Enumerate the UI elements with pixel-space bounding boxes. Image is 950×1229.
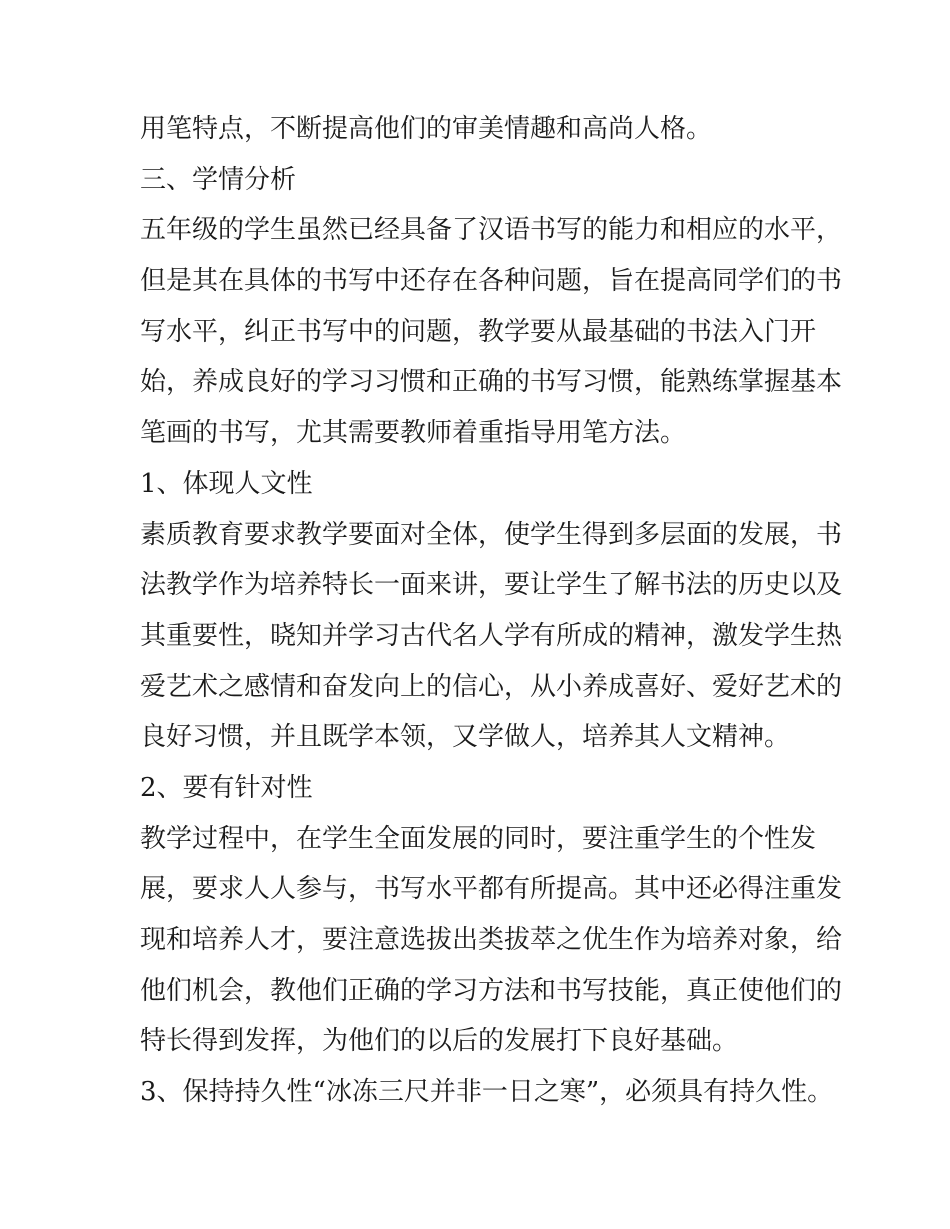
- text-line: 用笔特点，不断提高他们的审美情趣和高尚人格。: [140, 114, 713, 144]
- text-line: 教学过程中，在学生全面发展的同时，要注重学生的个性发: [140, 823, 817, 854]
- text-line: 展，要求人人参与，书写水平都有所提高。其中还必得注重发: [140, 874, 843, 905]
- text-line: 其重要性，晓知并学习古代名人学有所成的精神，激发学生热: [140, 620, 843, 651]
- subsection-heading: 3、保持持久性“冰冻三尺并非一日之寒”，必须具有持久性。: [140, 1077, 834, 1108]
- text-line: 法教学作为培养特长一面来讲，要让学生了解书法的历史以及: [140, 570, 843, 601]
- text-line: 他们机会，教他们正确的学习方法和书写技能，真正使他们的: [140, 975, 843, 1006]
- text-line: 素质教育要求教学要面对全体，使学生得到多层面的发展，书: [140, 519, 843, 550]
- section-heading: 三、学情分析: [140, 164, 297, 195]
- text-line: 写水平，纠正书写中的问题，教学要从最基础的书法入门开: [140, 316, 817, 347]
- subsection-heading: 1、体现人文性: [140, 468, 313, 499]
- text-line: 始，养成良好的学习习惯和正确的书写习惯，能熟练掌握基本: [140, 367, 843, 398]
- text-line: 爱艺术之感情和奋发向上的信心，从小养成喜好、爱好艺术的: [140, 671, 843, 702]
- text-line: 笔画的书写，尤其需要教师着重指导用笔方法。: [140, 418, 687, 449]
- text-line: 五年级的学生虽然已经具备了汉语书写的能力和相应的水平，: [140, 215, 843, 246]
- text-line: 良好习惯，并且既学本领，又学做人，培养其人文精神。: [140, 722, 791, 753]
- subsection-heading: 2、要有针对性: [140, 772, 313, 803]
- text-line: 现和培养人才，要注意选拔出类拔萃之优生作为培养对象，给: [140, 925, 843, 955]
- text-line: 特长得到发挥，为他们的以后的发展打下良好基础。: [140, 1026, 739, 1057]
- document-body: [140, 104, 843, 1118]
- text-line: 但是其在具体的书写中还存在各种问题，旨在提高同学们的书: [140, 266, 843, 297]
